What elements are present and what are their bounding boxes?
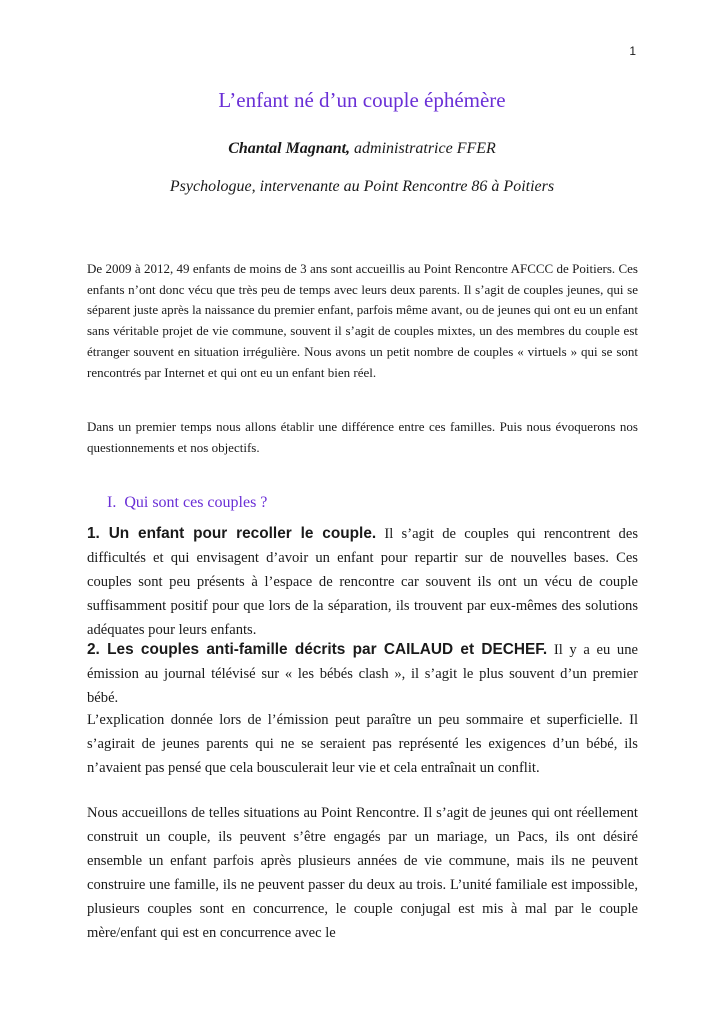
page-number: 1 [629, 44, 636, 58]
item-text: Il y a eu une émission au journal télévisé sur « les bébés clash », il s’agit le plus souvent d’un premier bébé. [87, 642, 638, 707]
item-text: Il s’agit de couples qui rencontrent des difficultés et qui envisagent d’avoir un enfant pour repartir sur de nouvelles bases. Ces couples sont peu présents à l’espace de rencontre car souvent ils ont un vécu de couple suffisamment positif pour que lors de la séparation, ils trouvent par eux-mêmes des solutions adéquates pour leurs enfants. [87, 526, 638, 639]
author-role: administratrice FFER [350, 140, 496, 157]
author-name: Chantal Magnant, [228, 140, 351, 157]
item-paragraph [87, 522, 638, 642]
item-lead: 2. Les couples anti-famille décrits par CAILAUD et DECHEF. [87, 641, 548, 658]
author-line [0, 140, 724, 158]
item-paragraph [87, 638, 638, 710]
item-lead: 1. Un enfant pour recoller le couple. [87, 525, 377, 542]
section-heading [107, 494, 267, 512]
section-title: Qui sont ces couples ? [124, 494, 268, 511]
section-number: I. [107, 494, 117, 511]
body-paragraph: L’explication donnée lors de l’émission peut paraître un peu sommaire et superficielle. Il s’agirait de jeunes parents qui ne se seraient pas représenté les exigences d’un bébé, ils n’avaient pas pensé que cela bousculerait leur vie et cela entraînait un conflit. [87, 712, 638, 777]
intro-paragraph: De 2009 à 2012, 49 enfants de moins de 3 ans sont accueillis au Point Rencontre AFCCC de Poitiers. Ces enfants n’ont donc vécu que très peu de temps avec leurs deux parents. Il s’agit de couples jeunes, qui se séparent juste après la naissance du premier enfant, parfois même avant, ou de jeunes qui ont eu un enfant sans véritable projet de vie commune, souvent il s’agit de couples mixtes, un des membres du couple est étranger souvent en situation irrégulière. Nous avons un petit nombre de couples « virtuels » qui se sont rencontrés par Internet et qui ont eu un enfant bien réel. [87, 261, 638, 380]
body-paragraph: Nous accueillons de telles situations au Point Rencontre. Il s’agit de jeunes qui ont réellement construit un couple, ils peuvent s’être engagés par un mariage, un Pacs, ils ont désiré ensemble un enfant parfois après plusieurs années de vie commune, mais ils ne peuvent construire une famille, ils ne peuvent passer du deux au trois. L’unité familiale est impossible, plusieurs couples sont en concurrence, le couple conjugal est mis à mal par le couple mère/enfant qui est en concurrence avec le [87, 805, 638, 942]
intro-paragraph: Dans un premier temps nous allons établir une différence entre ces familles. Puis nous évoquerons nos questionnements et nos objectifs. [87, 419, 638, 455]
page-title: L’enfant né d’un couple éphémère [218, 88, 506, 112]
author-subtitle: Psychologue, intervenante au Point Rencontre 86 à Poitiers [169, 178, 555, 195]
